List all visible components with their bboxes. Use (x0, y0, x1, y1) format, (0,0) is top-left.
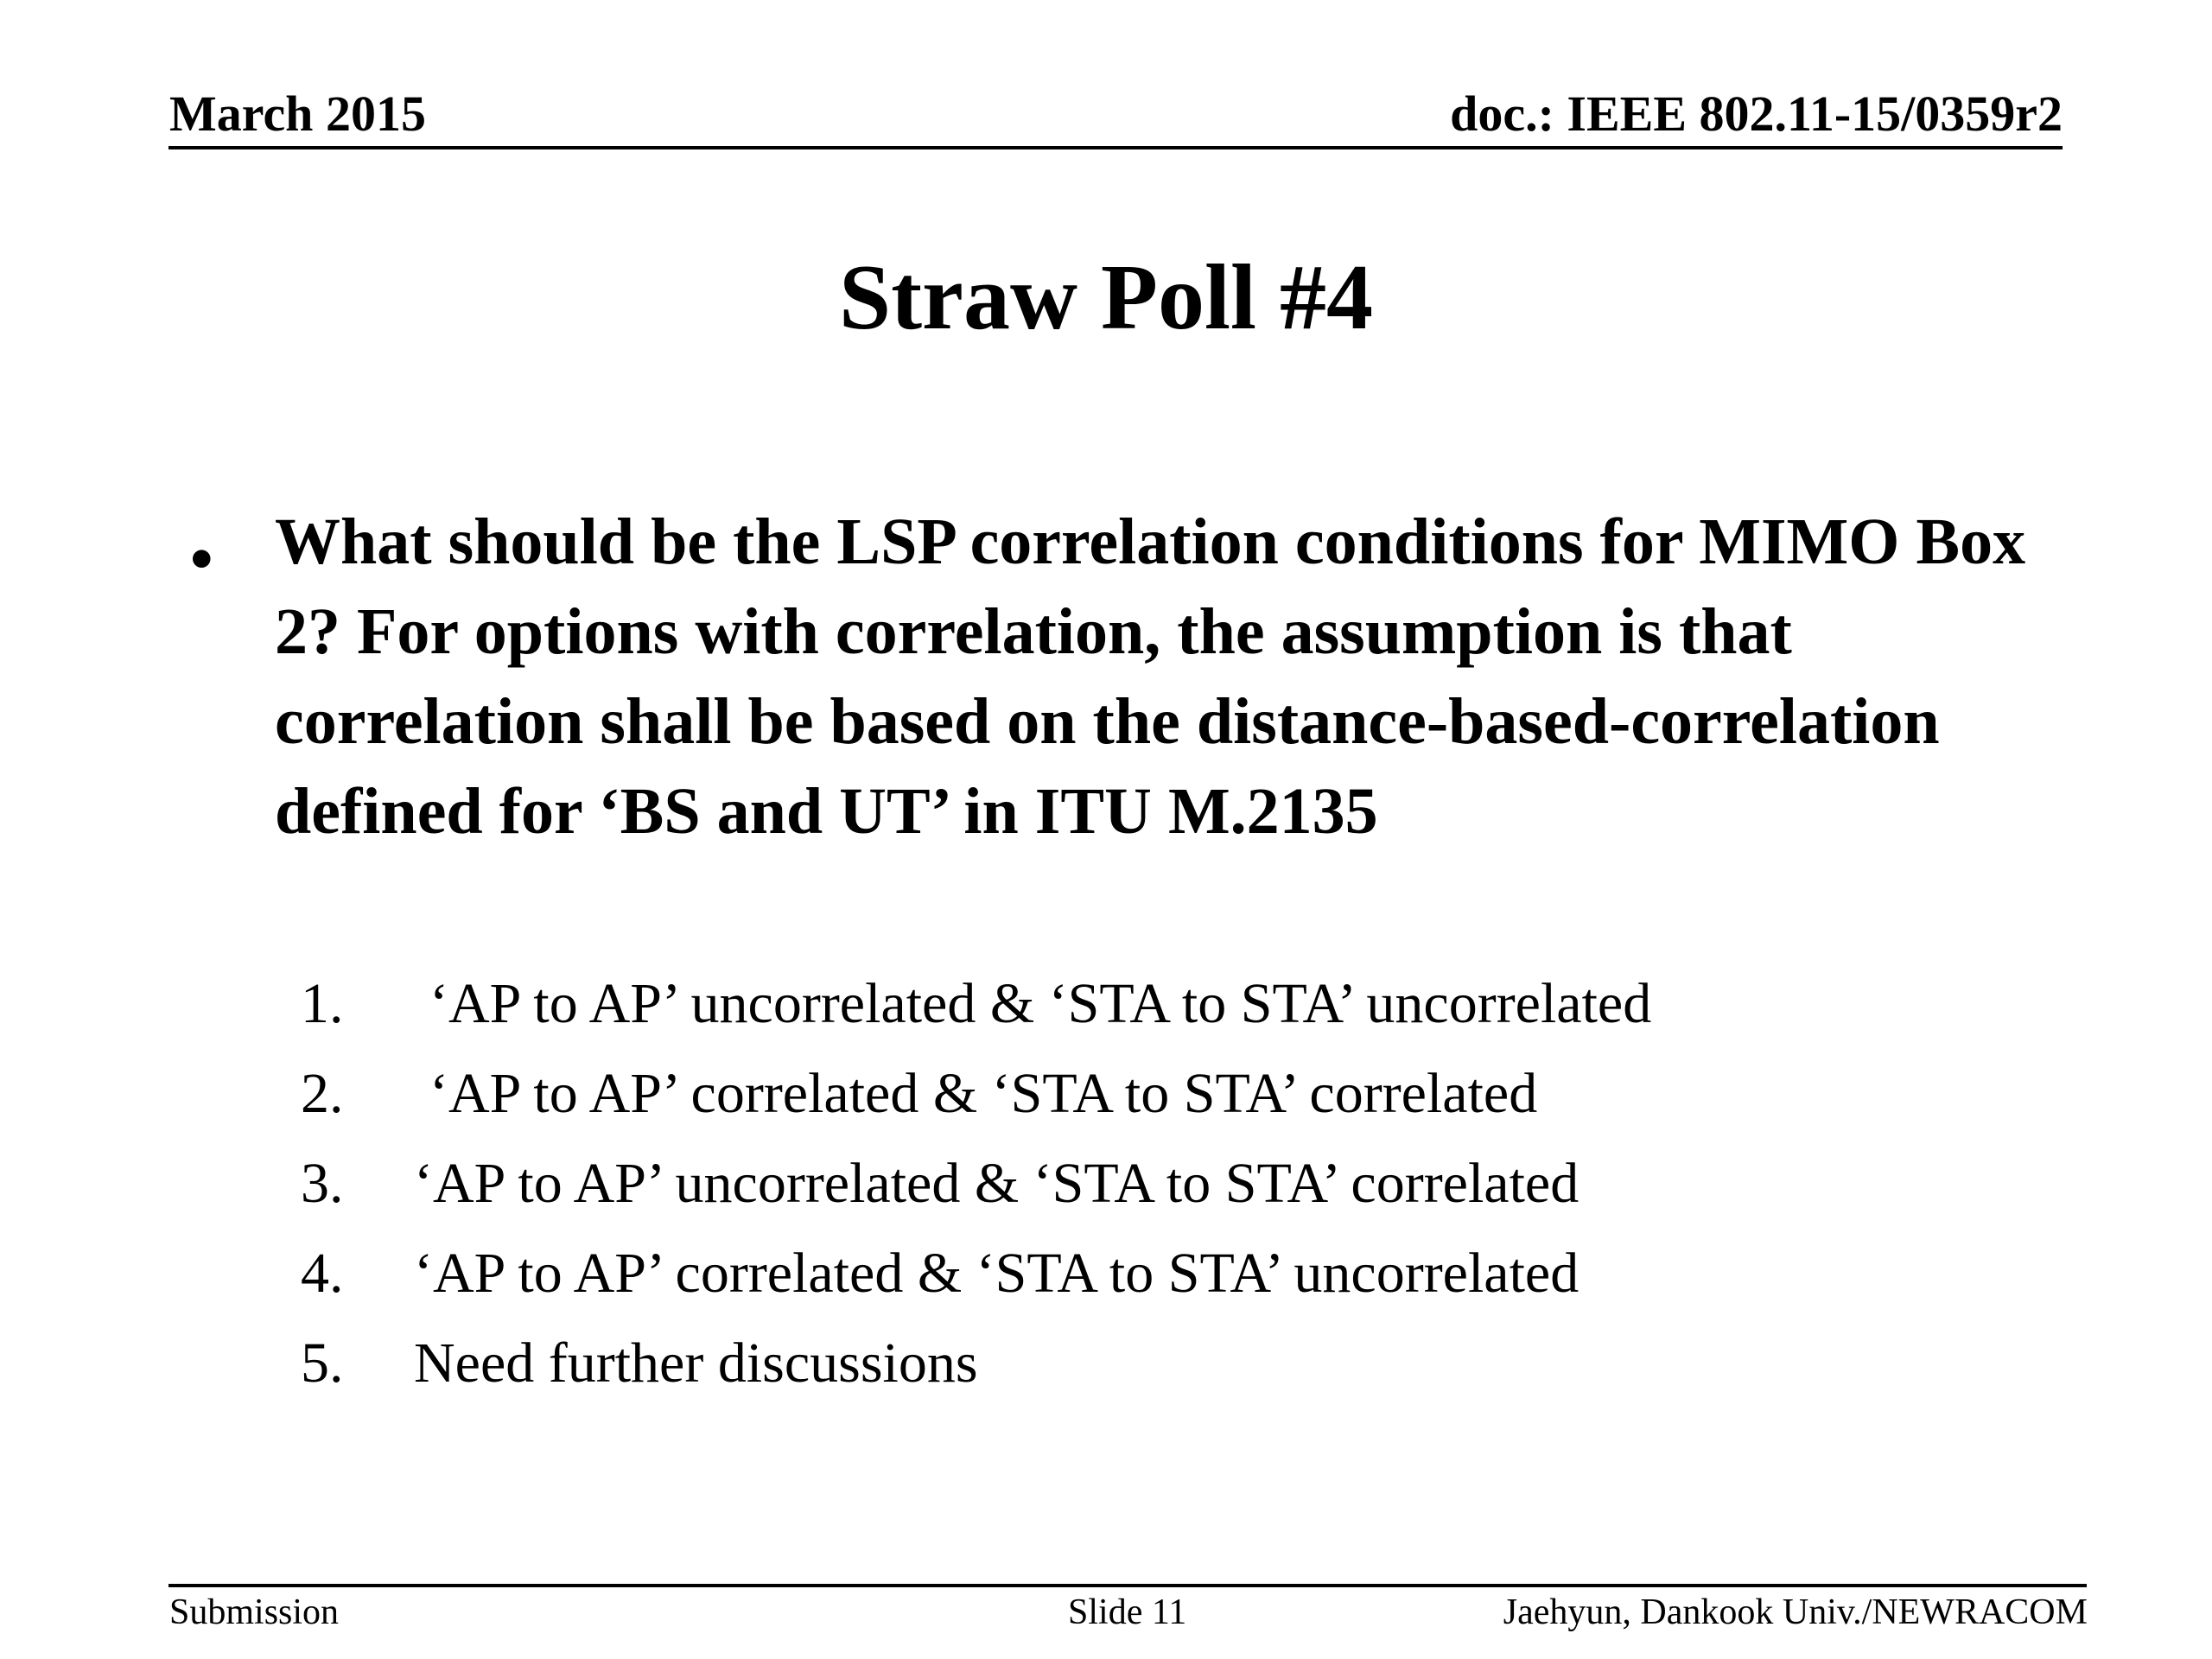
bullet-symbol: • (190, 523, 213, 595)
option-text: Need further discussions (414, 1332, 978, 1395)
option-text: ‘AP to AP’ correlated & ‘STA to STA’ correlated (429, 1062, 1538, 1125)
option-number: 4. (301, 1242, 344, 1305)
header-rule (168, 146, 2063, 149)
option-text: ‘AP to AP’ uncorrelated & ‘STA to STA’ correlated (414, 1152, 1580, 1215)
option-number: 2. (301, 1062, 344, 1125)
option-text: ‘AP to AP’ uncorrelated & ‘STA to STA’ uncorrelated (429, 972, 1652, 1035)
slide-title: Straw Poll #4 (839, 246, 1373, 349)
option-number: 5. (301, 1332, 344, 1395)
poll-question: What should be the LSP correlation conditions for MIMO Box 2? For options with correlation, the assumption is that correlation shall be based on the distance-based-correlation defined for ‘BS and UT’ in ITU M.2135 (275, 505, 2026, 848)
footer-author: Jaehyun, Dankook Univ./NEWRACOM (1503, 1592, 2088, 1632)
footer-slide-number: Slide 11 (1068, 1592, 1187, 1632)
footer-submission: Submission (169, 1592, 340, 1632)
header-doc-id: doc.: IEEE 802.11-15/0359r2 (1450, 86, 2063, 142)
header-date: March 2015 (169, 86, 426, 142)
option-number: 1. (301, 972, 344, 1035)
footer-rule (168, 1584, 2087, 1587)
option-text: ‘AP to AP’ correlated & ‘STA to STA’ uncorrelated (414, 1242, 1580, 1305)
option-number: 3. (301, 1152, 344, 1215)
